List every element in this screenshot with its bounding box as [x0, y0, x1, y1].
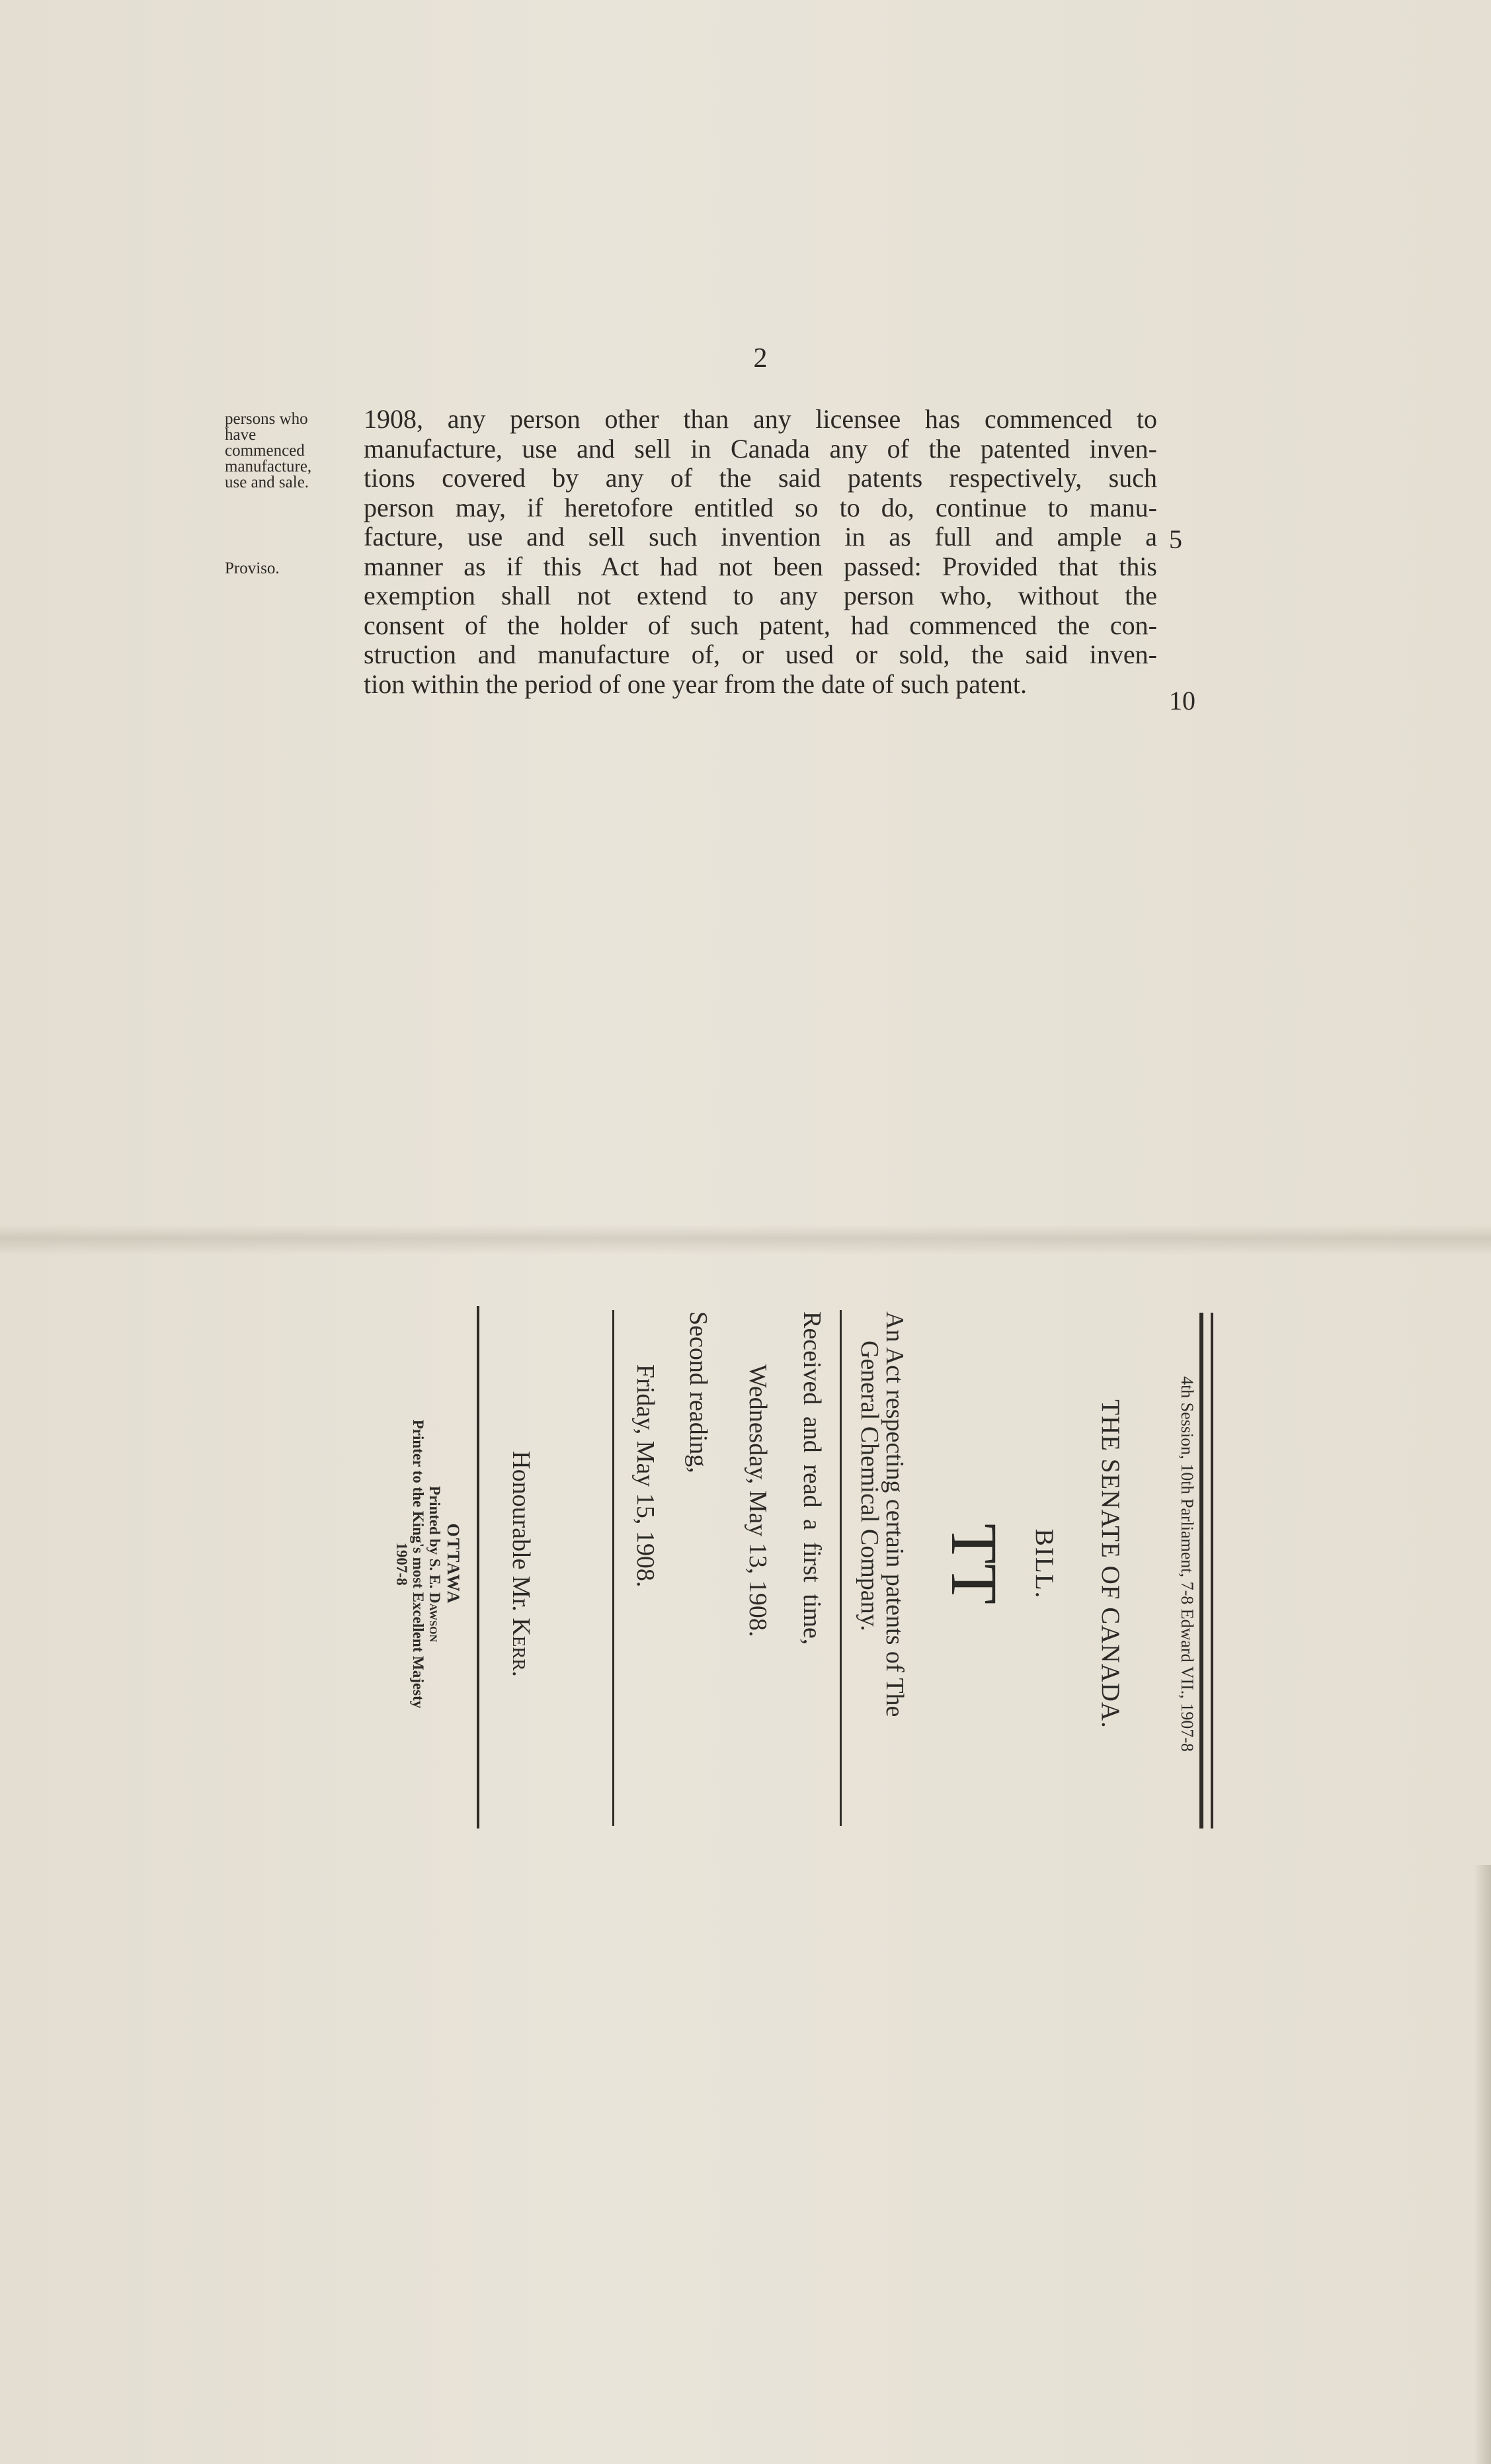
body-line: manner as if this Act had not been passed: Provided that this — [364, 551, 1157, 581]
margin-note-line: manufacture, — [225, 458, 312, 475]
sponsor-prefix: Honourable Mr. — [507, 1451, 535, 1618]
margin-note-line: use and sale. — [225, 473, 309, 491]
margin-note-persons — [225, 411, 350, 491]
margin-note-line: have — [225, 426, 257, 444]
session-line: 4th Session, 10th Parliament, 7-8 Edward VII., 1907-8 — [1178, 1376, 1197, 1752]
printer-name: S. E. Dawson — [426, 1558, 443, 1643]
second-reading-date: Friday, May 15, 1908. — [631, 1364, 659, 1588]
act-title-line-2: General Chemical Company. — [856, 1340, 883, 1631]
top-double-rule — [1199, 1313, 1203, 1828]
line-number: 10 — [1169, 686, 1195, 716]
imprint-printed-by — [426, 1313, 443, 1815]
margin-note-line: persons who — [225, 410, 308, 428]
imprint-printer-role: Printer to the King's most Excellent Majesty — [410, 1419, 426, 1709]
senate-heading: THE SENATE OF CANADA. — [1096, 1399, 1125, 1729]
body-line: struction and manufacture of, or used or sold, the said inven- — [364, 639, 1157, 669]
body-line: tions covered by any of the said patents respectively, such — [364, 463, 1157, 493]
imprint-year: 1907-8 — [393, 1542, 410, 1586]
rule-divider — [477, 1306, 479, 1828]
sponsor-name: Kerr. — [507, 1618, 535, 1677]
section-body-text — [364, 405, 1157, 699]
bill-letters: TT — [938, 1523, 1011, 1605]
body-line: person may, if heretofore entitled so to do, continue to manu- — [364, 492, 1157, 522]
top-double-rule — [1211, 1313, 1213, 1828]
body-line: facture, use and sell such invention in as full and ample a — [364, 522, 1157, 552]
rule-divider — [612, 1310, 614, 1826]
bill-back-cover — [0, 1313, 1322, 1974]
body-line: tion within the period of one year from the date of such patent. — [364, 669, 1028, 699]
body-line: 1908, any person other than any licensee has commenced to — [364, 404, 1157, 434]
page-number: 2 — [753, 343, 768, 374]
body-line: exemption shall not extend to any person who, without the — [364, 581, 1157, 610]
body-line: manufacture, use and sell in Canada any of the patented inven- — [364, 433, 1157, 464]
page-fold — [0, 1225, 1491, 1255]
page-edge-shadow — [1474, 1865, 1491, 2464]
imprint-city: OTTAWA — [444, 1523, 463, 1605]
margin-note-line: commenced — [225, 442, 305, 460]
margin-note-proviso — [225, 561, 350, 577]
sponsor-line — [506, 1313, 536, 1815]
margin-note-line: Proviso. — [225, 559, 280, 577]
rule-divider — [840, 1310, 842, 1826]
second-reading-text: Second reading, — [684, 1311, 712, 1473]
body-line: consent of the holder of such patent, had commenced the con- — [364, 610, 1157, 640]
line-number: 5 — [1169, 524, 1182, 554]
printed-by-prefix: Printed by — [426, 1485, 443, 1559]
first-reading-text: Received and read a first time, — [798, 1311, 826, 1645]
act-title-line-1: An Act respecting certain patents of The — [881, 1311, 908, 1717]
bill-label: BILL. — [1030, 1528, 1059, 1600]
first-reading-date: Wednesday, May 13, 1908. — [744, 1364, 772, 1637]
